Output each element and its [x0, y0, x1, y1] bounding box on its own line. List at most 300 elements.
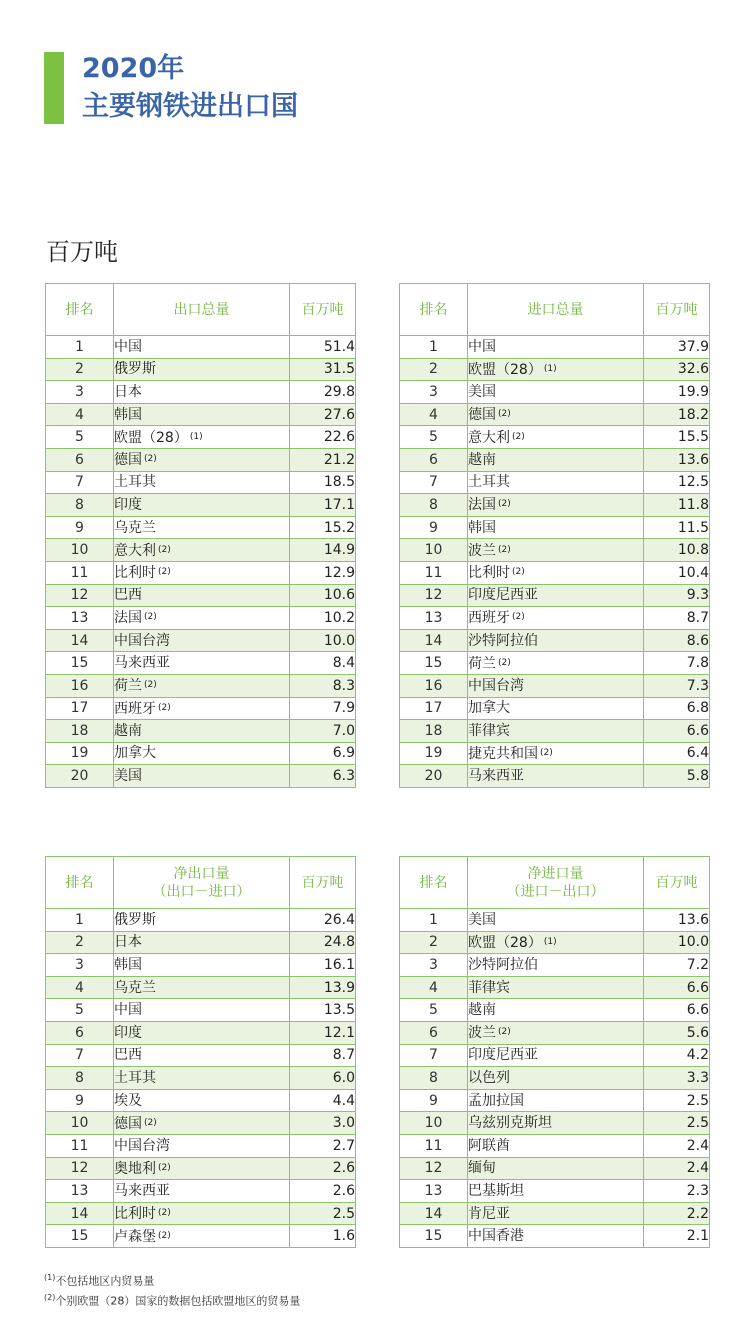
table-row [46, 426, 356, 449]
value-cell: 31.5 [290, 358, 356, 381]
country-name: 中国台湾 [468, 677, 524, 694]
country-name: 巴西 [114, 1047, 142, 1064]
country-cell [114, 1180, 290, 1203]
rank-cell: 12 [46, 584, 114, 607]
country-name: 阿联酋 [468, 1137, 510, 1154]
value-cell: 2.6 [290, 1157, 356, 1180]
value-cell: 8.7 [644, 607, 710, 630]
country-cell [468, 1134, 644, 1157]
value-cell: 3.0 [290, 1112, 356, 1135]
footnote-1: $^{(1)}$不包括地区内贸易量 [44, 1273, 155, 1288]
country-cell [114, 471, 290, 494]
table-row [46, 358, 356, 381]
value-cell: 7.8 [644, 652, 710, 675]
country-cell [114, 1044, 290, 1067]
rank-cell: 20 [46, 765, 114, 788]
value-cell: 32.6 [644, 358, 710, 381]
header-label-main: 进口总量 [527, 301, 584, 318]
rank-cell: 15 [400, 652, 468, 675]
rank-cell: 8 [400, 494, 468, 517]
country-name: 欧盟（28） [468, 361, 542, 378]
header-unit: 百万吨 [644, 857, 710, 909]
value-cell: 6.6 [644, 999, 710, 1022]
country-cell [468, 1157, 644, 1180]
country-cell [114, 584, 290, 607]
country-name: 印度尼西亚 [468, 1047, 538, 1064]
rank-cell: 2 [46, 931, 114, 954]
country-cell [468, 448, 644, 471]
country-cell [468, 403, 644, 426]
rank-cell: 15 [400, 1225, 468, 1248]
value-cell: 2.4 [644, 1134, 710, 1157]
table-row [400, 381, 710, 404]
table-row [400, 1157, 710, 1180]
country-name: 俄罗斯 [114, 361, 156, 378]
country-name: 波兰 [468, 542, 496, 559]
rank-cell: 14 [46, 629, 114, 652]
country-cell [468, 1180, 644, 1203]
value-cell: 2.2 [644, 1202, 710, 1225]
country-name: 加拿大 [114, 745, 156, 762]
country-cell [468, 931, 644, 954]
rank-cell: 5 [400, 999, 468, 1022]
country-name: 埃及 [114, 1092, 142, 1109]
title-subject: 主要钢铁进出口国 [82, 91, 298, 122]
country-name: 美国 [114, 768, 142, 785]
table-row [400, 426, 710, 449]
table-row [46, 954, 356, 977]
table-row [400, 561, 710, 584]
table-row [400, 336, 710, 359]
country-cell [468, 720, 644, 743]
table-row [46, 561, 356, 584]
value-cell: 10.0 [644, 931, 710, 954]
country-name: 美国 [468, 911, 496, 928]
country-name: 意大利 [114, 542, 156, 559]
rank-cell: 7 [46, 471, 114, 494]
country-name: 日本 [114, 383, 142, 400]
table-row [400, 1067, 710, 1090]
country-cell [114, 652, 290, 675]
country-name: 中国台湾 [114, 1137, 170, 1154]
rank-cell: 11 [400, 1134, 468, 1157]
country-cell [468, 1021, 644, 1044]
rank-cell: 7 [46, 1044, 114, 1067]
rank-cell: 10 [46, 1112, 114, 1135]
country-cell [468, 1112, 644, 1135]
country-cell [468, 336, 644, 359]
country-name: 乌克兰 [114, 519, 156, 536]
country-name: 德国 [468, 407, 496, 424]
country-name: 乌兹别克斯坦 [468, 1115, 552, 1132]
value-cell: 7.9 [290, 697, 356, 720]
footnote-marker: (1) [543, 363, 557, 374]
value-cell: 24.8 [290, 931, 356, 954]
country-cell [468, 1067, 644, 1090]
country-name: 马来西亚 [114, 655, 170, 672]
table-row [400, 584, 710, 607]
country-name: 荷兰 [114, 678, 142, 695]
rank-cell: 6 [400, 1021, 468, 1044]
country-cell [468, 1089, 644, 1112]
country-cell [114, 1021, 290, 1044]
country-name: 孟加拉国 [468, 1092, 524, 1109]
table-exports [45, 283, 356, 788]
country-name: 中国 [114, 338, 142, 355]
header-label-sub: （进口－出口） [506, 883, 605, 900]
country-cell [468, 1202, 644, 1225]
value-cell: 7.3 [644, 674, 710, 697]
country-cell [468, 742, 644, 765]
country-cell [468, 516, 644, 539]
rank-cell: 18 [400, 720, 468, 743]
value-cell: 21.2 [290, 448, 356, 471]
footnotes [44, 1270, 300, 1309]
country-cell [468, 426, 644, 449]
rank-cell: 20 [400, 765, 468, 788]
table-row [400, 1225, 710, 1248]
value-cell: 17.1 [290, 494, 356, 517]
country-cell [468, 471, 644, 494]
rank-cell: 13 [400, 1180, 468, 1203]
value-cell: 15.2 [290, 516, 356, 539]
value-cell: 15.5 [644, 426, 710, 449]
value-cell: 2.5 [290, 1202, 356, 1225]
country-name: 印度 [114, 496, 142, 513]
country-cell [114, 909, 290, 932]
table-row [46, 909, 356, 932]
table-row [46, 765, 356, 788]
value-cell: 13.5 [290, 999, 356, 1022]
table-row [46, 742, 356, 765]
country-cell [114, 1134, 290, 1157]
footnote-marker: (2) [144, 454, 157, 465]
value-cell: 8.7 [290, 1044, 356, 1067]
value-cell: 12.5 [644, 471, 710, 494]
country-cell [468, 607, 644, 630]
table-row [46, 1157, 356, 1180]
value-cell: 18.2 [644, 403, 710, 426]
rank-cell: 1 [400, 909, 468, 932]
footnote-marker: (2) [144, 612, 157, 623]
rank-cell: 5 [46, 426, 114, 449]
rank-cell: 2 [400, 358, 468, 381]
value-cell: 6.0 [290, 1067, 356, 1090]
country-cell [468, 954, 644, 977]
table-row [400, 1112, 710, 1135]
table-row [46, 1021, 356, 1044]
rank-cell: 13 [46, 607, 114, 630]
country-name: 西班牙 [468, 610, 510, 627]
rank-cell: 10 [400, 1112, 468, 1135]
country-name: 意大利 [468, 429, 510, 446]
country-name: 中国 [114, 1002, 142, 1019]
value-cell: 51.4 [290, 336, 356, 359]
country-name: 比利时 [114, 1206, 156, 1223]
header-label-main: 净进口量 [527, 865, 584, 882]
country-name: 沙特阿拉伯 [468, 956, 538, 973]
country-name: 韩国 [114, 406, 142, 423]
country-name: 肯尼亚 [468, 1205, 510, 1222]
table-row [46, 674, 356, 697]
country-cell [114, 742, 290, 765]
table-row [46, 471, 356, 494]
table-row [46, 1225, 356, 1248]
country-cell [468, 976, 644, 999]
value-cell: 19.9 [644, 381, 710, 404]
table-row [46, 999, 356, 1022]
value-cell: 18.5 [290, 471, 356, 494]
value-cell: 2.1 [644, 1225, 710, 1248]
footnote-marker: (2) [498, 499, 511, 510]
table-header-row [46, 284, 356, 336]
country-name: 马来西亚 [468, 768, 524, 785]
country-name: 中国 [468, 338, 496, 355]
country-cell [468, 494, 644, 517]
country-cell [468, 358, 644, 381]
value-cell: 10.0 [290, 629, 356, 652]
rank-cell: 7 [400, 471, 468, 494]
value-cell: 29.8 [290, 381, 356, 404]
country-name: 捷克共和国 [468, 745, 538, 762]
country-cell [468, 1225, 644, 1248]
rank-cell: 3 [400, 381, 468, 404]
country-name: 缅甸 [468, 1160, 496, 1177]
value-cell: 2.3 [644, 1180, 710, 1203]
footnote-marker: (1) [189, 431, 203, 442]
country-name: 西班牙 [114, 700, 156, 717]
value-cell: 14.9 [290, 539, 356, 562]
value-cell: 6.4 [644, 742, 710, 765]
rank-cell: 12 [400, 1157, 468, 1180]
country-cell [114, 1089, 290, 1112]
country-cell [114, 607, 290, 630]
rank-cell: 6 [46, 1021, 114, 1044]
value-cell: 5.8 [644, 765, 710, 788]
country-cell [114, 381, 290, 404]
country-cell [468, 584, 644, 607]
rank-cell: 17 [46, 697, 114, 720]
rank-cell: 15 [46, 652, 114, 675]
country-cell [468, 909, 644, 932]
table-row [46, 1112, 356, 1135]
table-row [400, 742, 710, 765]
footnote-marker: (2) [144, 680, 157, 691]
country-name: 越南 [114, 722, 142, 739]
footnote-marker: (2) [158, 1208, 171, 1219]
table-row [400, 358, 710, 381]
footnote-marker: (2) [158, 1162, 171, 1173]
header-rank: 排名 [400, 284, 468, 336]
country-name: 土耳其 [468, 474, 510, 491]
value-cell: 7.0 [290, 720, 356, 743]
header-rank: 排名 [400, 857, 468, 909]
country-name: 韩国 [114, 956, 142, 973]
header-unit: 百万吨 [290, 284, 356, 336]
page-title [82, 50, 298, 126]
country-cell [468, 652, 644, 675]
rank-cell: 1 [400, 336, 468, 359]
rank-cell: 6 [400, 448, 468, 471]
value-cell: 4.4 [290, 1089, 356, 1112]
country-name: 卢森堡 [114, 1228, 156, 1245]
country-name: 法国 [468, 497, 496, 514]
footnote-marker: (2) [158, 544, 171, 555]
table-row [400, 448, 710, 471]
value-cell: 13.6 [644, 448, 710, 471]
country-cell [114, 629, 290, 652]
rank-cell: 5 [400, 426, 468, 449]
table-row [46, 336, 356, 359]
title-accent-bar [44, 52, 64, 124]
country-cell [114, 976, 290, 999]
footnote-marker: (2) [158, 702, 171, 713]
value-cell: 12.9 [290, 561, 356, 584]
country-name: 美国 [468, 383, 496, 400]
country-cell [114, 426, 290, 449]
rank-cell: 11 [46, 1134, 114, 1157]
value-cell: 1.6 [290, 1225, 356, 1248]
rank-cell: 4 [400, 403, 468, 426]
unit-heading: 百万吨 [46, 238, 118, 266]
header-rank: 排名 [46, 284, 114, 336]
country-cell [468, 629, 644, 652]
table-row [46, 381, 356, 404]
country-name: 沙特阿拉伯 [468, 632, 538, 649]
footnote-marker: (2) [158, 1230, 171, 1241]
table-row [400, 403, 710, 426]
country-name: 巴西 [114, 587, 142, 604]
header-label [468, 857, 644, 909]
table-row [400, 931, 710, 954]
country-name: 俄罗斯 [114, 911, 156, 928]
country-name: 乌克兰 [114, 979, 156, 996]
rank-cell: 3 [400, 954, 468, 977]
country-cell [114, 561, 290, 584]
header-label-main: 出口总量 [173, 301, 230, 318]
country-name: 欧盟（28） [114, 429, 188, 446]
rank-cell: 17 [400, 697, 468, 720]
country-name: 土耳其 [114, 474, 156, 491]
country-cell [114, 403, 290, 426]
table-row [46, 976, 356, 999]
country-cell [114, 765, 290, 788]
country-name: 菲律宾 [468, 979, 510, 996]
value-cell: 9.3 [644, 584, 710, 607]
rank-cell: 11 [400, 561, 468, 584]
table-row [400, 1089, 710, 1112]
table-row [400, 999, 710, 1022]
table-row [400, 1180, 710, 1203]
value-cell: 2.7 [290, 1134, 356, 1157]
table-row [46, 629, 356, 652]
rank-cell: 14 [46, 1202, 114, 1225]
rank-cell: 16 [400, 674, 468, 697]
table-row [400, 607, 710, 630]
value-cell: 11.8 [644, 494, 710, 517]
table-net-exports [45, 856, 356, 1248]
country-cell [468, 765, 644, 788]
rank-cell: 8 [46, 494, 114, 517]
country-name: 欧盟（28） [468, 934, 542, 951]
rank-cell: 9 [400, 1089, 468, 1112]
value-cell: 13.6 [644, 909, 710, 932]
table-row [46, 1089, 356, 1112]
rank-cell: 5 [46, 999, 114, 1022]
table-row [46, 494, 356, 517]
country-cell [114, 954, 290, 977]
country-cell [468, 539, 644, 562]
footnote-marker: (2) [158, 567, 171, 578]
header-rank: 排名 [46, 857, 114, 909]
value-cell: 8.4 [290, 652, 356, 675]
rank-cell: 19 [46, 742, 114, 765]
value-cell: 4.2 [644, 1044, 710, 1067]
table-row [400, 1021, 710, 1044]
country-name: 荷兰 [468, 655, 496, 672]
rank-cell: 12 [46, 1157, 114, 1180]
rank-cell: 4 [46, 976, 114, 999]
value-cell: 10.4 [644, 561, 710, 584]
country-name: 加拿大 [468, 700, 510, 717]
country-name: 奥地利 [114, 1160, 156, 1177]
footnote-marker: (2) [498, 544, 511, 555]
footnote-marker: (2) [498, 1027, 511, 1038]
value-cell: 2.6 [290, 1180, 356, 1203]
country-cell [114, 931, 290, 954]
rank-cell: 3 [46, 954, 114, 977]
table-row [46, 697, 356, 720]
header-unit: 百万吨 [290, 857, 356, 909]
table-row [400, 494, 710, 517]
rank-cell: 14 [400, 629, 468, 652]
footnote-marker: (2) [512, 612, 525, 623]
country-name: 土耳其 [114, 1069, 156, 1086]
country-name: 波兰 [468, 1025, 496, 1042]
rank-cell: 4 [46, 403, 114, 426]
title-year: 2020年 [82, 53, 185, 84]
table-row [46, 1180, 356, 1203]
table-row [46, 448, 356, 471]
country-name: 比利时 [114, 565, 156, 582]
table-header-row [400, 284, 710, 336]
value-cell: 2.5 [644, 1089, 710, 1112]
table-row [400, 909, 710, 932]
value-cell: 12.1 [290, 1021, 356, 1044]
value-cell: 37.9 [644, 336, 710, 359]
table-row [400, 539, 710, 562]
rank-cell: 15 [46, 1225, 114, 1248]
table-row [46, 403, 356, 426]
rank-cell: 13 [46, 1180, 114, 1203]
country-cell [114, 448, 290, 471]
country-cell [114, 516, 290, 539]
table-imports [399, 283, 710, 788]
footnote-2: $^{(2)}$个别欧盟（28）国家的数据包括欧盟地区的贸易量 [44, 1292, 301, 1308]
header-label [114, 857, 290, 909]
value-cell: 3.3 [644, 1067, 710, 1090]
rank-cell: 6 [46, 448, 114, 471]
rank-cell: 2 [46, 358, 114, 381]
rank-cell: 1 [46, 909, 114, 932]
country-name: 巴基斯坦 [468, 1182, 524, 1199]
value-cell: 10.2 [290, 607, 356, 630]
table-row [400, 652, 710, 675]
table-net-imports [399, 856, 710, 1248]
rank-cell: 2 [400, 931, 468, 954]
header-unit: 百万吨 [644, 284, 710, 336]
table-row [46, 1044, 356, 1067]
